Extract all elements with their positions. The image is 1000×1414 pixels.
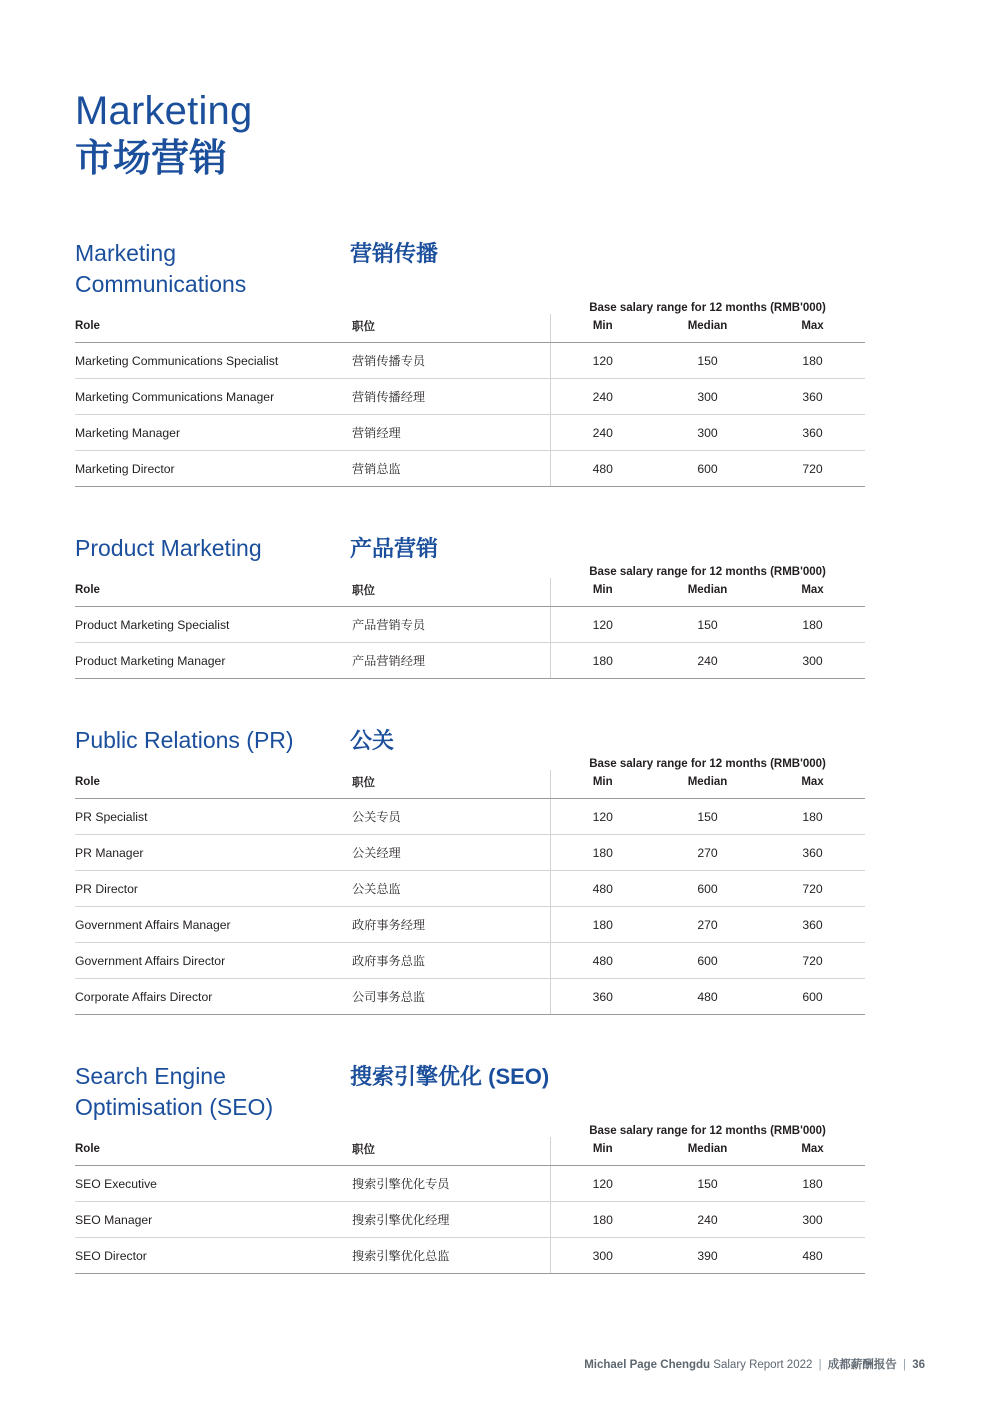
cell-role-zh: 搜索引擎优化专员 <box>350 1166 550 1202</box>
column-header-role: Role <box>75 770 350 799</box>
cell-role-zh: 营销传播经理 <box>350 379 550 415</box>
band-spacer <box>75 566 550 578</box>
cell-median: 270 <box>655 907 760 943</box>
table-row <box>75 979 865 1015</box>
table-row <box>75 1238 865 1274</box>
page-footer <box>75 1356 925 1372</box>
cell-role-zh: 搜索引擎优化总监 <box>350 1238 550 1274</box>
column-header-role: Role <box>75 314 350 343</box>
table-row <box>75 1166 865 1202</box>
footer-brand: Michael Page Chengdu <box>584 1359 711 1371</box>
cell-role-zh: 公司事务总监 <box>350 979 550 1015</box>
cell-role-en: Marketing Director <box>75 451 350 487</box>
table-row <box>75 1202 865 1238</box>
cell-median: 270 <box>655 835 760 871</box>
table-row <box>75 799 865 835</box>
cell-min: 240 <box>550 379 655 415</box>
salary-table <box>75 566 865 679</box>
column-header-max: Max <box>760 314 865 343</box>
cell-min: 180 <box>550 1202 655 1238</box>
cell-median: 240 <box>655 643 760 679</box>
table-header-row <box>75 770 865 799</box>
cell-min: 120 <box>550 607 655 643</box>
cell-role-en: Marketing Communications Manager <box>75 379 350 415</box>
column-header-role-zh: 职位 <box>350 578 550 607</box>
cell-max: 720 <box>760 871 865 907</box>
salary-band-label: Base salary range for 12 months (RMB'000) <box>589 758 826 770</box>
cell-role-en: SEO Director <box>75 1238 350 1274</box>
cell-median: 300 <box>655 379 760 415</box>
cell-min: 480 <box>550 451 655 487</box>
table-band-row <box>75 302 865 314</box>
cell-min: 180 <box>550 907 655 943</box>
column-header-role-zh: 职位 <box>350 770 550 799</box>
section-heading <box>75 238 925 300</box>
cell-role-en: Marketing Communications Specialist <box>75 343 350 379</box>
cell-min: 300 <box>550 1238 655 1274</box>
page-title-zh: 市场营销 <box>75 138 228 180</box>
cell-role-zh: 公关总监 <box>350 871 550 907</box>
cell-role-zh: 产品营销经理 <box>350 643 550 679</box>
cell-min: 180 <box>550 643 655 679</box>
table-header-row <box>75 314 865 343</box>
table-band-row <box>75 566 865 578</box>
cell-role-zh: 产品营销专员 <box>350 607 550 643</box>
column-header-max: Max <box>760 578 865 607</box>
cell-median: 150 <box>655 607 760 643</box>
cell-median: 150 <box>655 1166 760 1202</box>
column-header-max: Max <box>760 770 865 799</box>
table-row <box>75 379 865 415</box>
cell-role-en: SEO Manager <box>75 1202 350 1238</box>
cell-min: 480 <box>550 943 655 979</box>
cell-role-zh: 营销总监 <box>350 451 550 487</box>
cell-max: 360 <box>760 379 865 415</box>
cell-max: 300 <box>760 1202 865 1238</box>
column-header-max: Max <box>760 1137 865 1166</box>
table-row <box>75 871 865 907</box>
column-header-role: Role <box>75 578 350 607</box>
section-heading-en: Product Marketing <box>75 535 262 561</box>
band-spacer <box>75 302 550 314</box>
column-header-role-zh: 职位 <box>350 1137 550 1166</box>
cell-median: 240 <box>655 1202 760 1238</box>
table-row <box>75 943 865 979</box>
cell-median: 150 <box>655 799 760 835</box>
cell-role-en: SEO Executive <box>75 1166 350 1202</box>
cell-role-zh: 政府事务总监 <box>350 943 550 979</box>
cell-min: 120 <box>550 343 655 379</box>
cell-max: 720 <box>760 451 865 487</box>
footer-page-number: 36 <box>912 1359 925 1371</box>
section-heading-zh: 产品营销 <box>350 536 439 561</box>
section-heading <box>75 1061 925 1123</box>
column-header-role: Role <box>75 1137 350 1166</box>
salary-table <box>75 302 865 487</box>
table-header-row <box>75 578 865 607</box>
footer-separator-1: | <box>818 1359 822 1371</box>
column-header-median: Median <box>655 770 760 799</box>
cell-max: 300 <box>760 643 865 679</box>
salary-section <box>75 725 925 1015</box>
cell-max: 180 <box>760 607 865 643</box>
band-spacer <box>75 758 550 770</box>
salary-table <box>75 758 865 1015</box>
column-header-min: Min <box>550 1137 655 1166</box>
table-row <box>75 415 865 451</box>
column-header-role-zh: 职位 <box>350 314 550 343</box>
footer-report: Salary Report 2022 <box>713 1359 813 1371</box>
table-row <box>75 907 865 943</box>
cell-median: 600 <box>655 451 760 487</box>
column-header-min: Min <box>550 578 655 607</box>
cell-min: 240 <box>550 415 655 451</box>
cell-role-zh: 政府事务经理 <box>350 907 550 943</box>
cell-min: 480 <box>550 871 655 907</box>
section-heading-zh: 公关 <box>350 728 395 753</box>
sections-container <box>75 238 925 1274</box>
cell-role-en: Corporate Affairs Director <box>75 979 350 1015</box>
salary-band-label: Base salary range for 12 months (RMB'000) <box>589 1125 826 1137</box>
cell-role-en: Government Affairs Director <box>75 943 350 979</box>
table-header-row <box>75 1137 865 1166</box>
cell-role-en: Marketing Manager <box>75 415 350 451</box>
section-heading-en: Public Relations (PR) <box>75 727 294 753</box>
cell-role-en: PR Director <box>75 871 350 907</box>
cell-role-zh: 营销传播专员 <box>350 343 550 379</box>
cell-max: 360 <box>760 835 865 871</box>
table-row <box>75 343 865 379</box>
section-heading-zh: 搜索引擎优化 (SEO) <box>350 1064 550 1089</box>
table-band-row <box>75 1125 865 1137</box>
salary-section <box>75 1061 925 1274</box>
page-title-en: Marketing <box>75 89 253 133</box>
salary-section <box>75 533 925 679</box>
cell-role-en: Government Affairs Manager <box>75 907 350 943</box>
footer-report-zh: 成都薪酬报告 <box>827 1359 897 1371</box>
band-spacer <box>75 1125 550 1137</box>
section-heading-en: Search Engine Optimisation (SEO) <box>75 1063 274 1120</box>
cell-min: 120 <box>550 799 655 835</box>
cell-max: 720 <box>760 943 865 979</box>
cell-role-zh: 公关经理 <box>350 835 550 871</box>
section-heading <box>75 725 925 756</box>
cell-role-zh: 营销经理 <box>350 415 550 451</box>
cell-max: 360 <box>760 415 865 451</box>
salary-section <box>75 238 925 487</box>
footer-separator-2: | <box>903 1359 906 1371</box>
column-header-min: Min <box>550 770 655 799</box>
column-header-median: Median <box>655 1137 760 1166</box>
cell-max: 360 <box>760 907 865 943</box>
cell-role-zh: 搜索引擎优化经理 <box>350 1202 550 1238</box>
cell-median: 150 <box>655 343 760 379</box>
section-heading <box>75 533 925 564</box>
section-heading-en: Marketing Communications <box>75 240 247 297</box>
cell-median: 300 <box>655 415 760 451</box>
cell-role-en: PR Specialist <box>75 799 350 835</box>
column-header-median: Median <box>655 578 760 607</box>
cell-max: 180 <box>760 799 865 835</box>
cell-role-zh: 公关专员 <box>350 799 550 835</box>
cell-max: 180 <box>760 343 865 379</box>
cell-min: 180 <box>550 835 655 871</box>
cell-max: 180 <box>760 1166 865 1202</box>
page-title <box>75 0 925 182</box>
cell-role-en: PR Manager <box>75 835 350 871</box>
cell-median: 390 <box>655 1238 760 1274</box>
column-header-median: Median <box>655 314 760 343</box>
table-row <box>75 643 865 679</box>
salary-band-label: Base salary range for 12 months (RMB'000) <box>589 566 826 578</box>
cell-role-en: Product Marketing Specialist <box>75 607 350 643</box>
cell-role-en: Product Marketing Manager <box>75 643 350 679</box>
table-row <box>75 451 865 487</box>
cell-max: 480 <box>760 1238 865 1274</box>
cell-median: 480 <box>655 979 760 1015</box>
cell-min: 360 <box>550 979 655 1015</box>
cell-median: 600 <box>655 871 760 907</box>
table-row <box>75 607 865 643</box>
salary-table <box>75 1125 865 1274</box>
cell-min: 120 <box>550 1166 655 1202</box>
cell-max: 600 <box>760 979 865 1015</box>
table-band-row <box>75 758 865 770</box>
column-header-min: Min <box>550 314 655 343</box>
salary-band-label: Base salary range for 12 months (RMB'000) <box>589 302 826 314</box>
cell-median: 600 <box>655 943 760 979</box>
table-row <box>75 835 865 871</box>
section-heading-zh: 营销传播 <box>350 241 439 266</box>
